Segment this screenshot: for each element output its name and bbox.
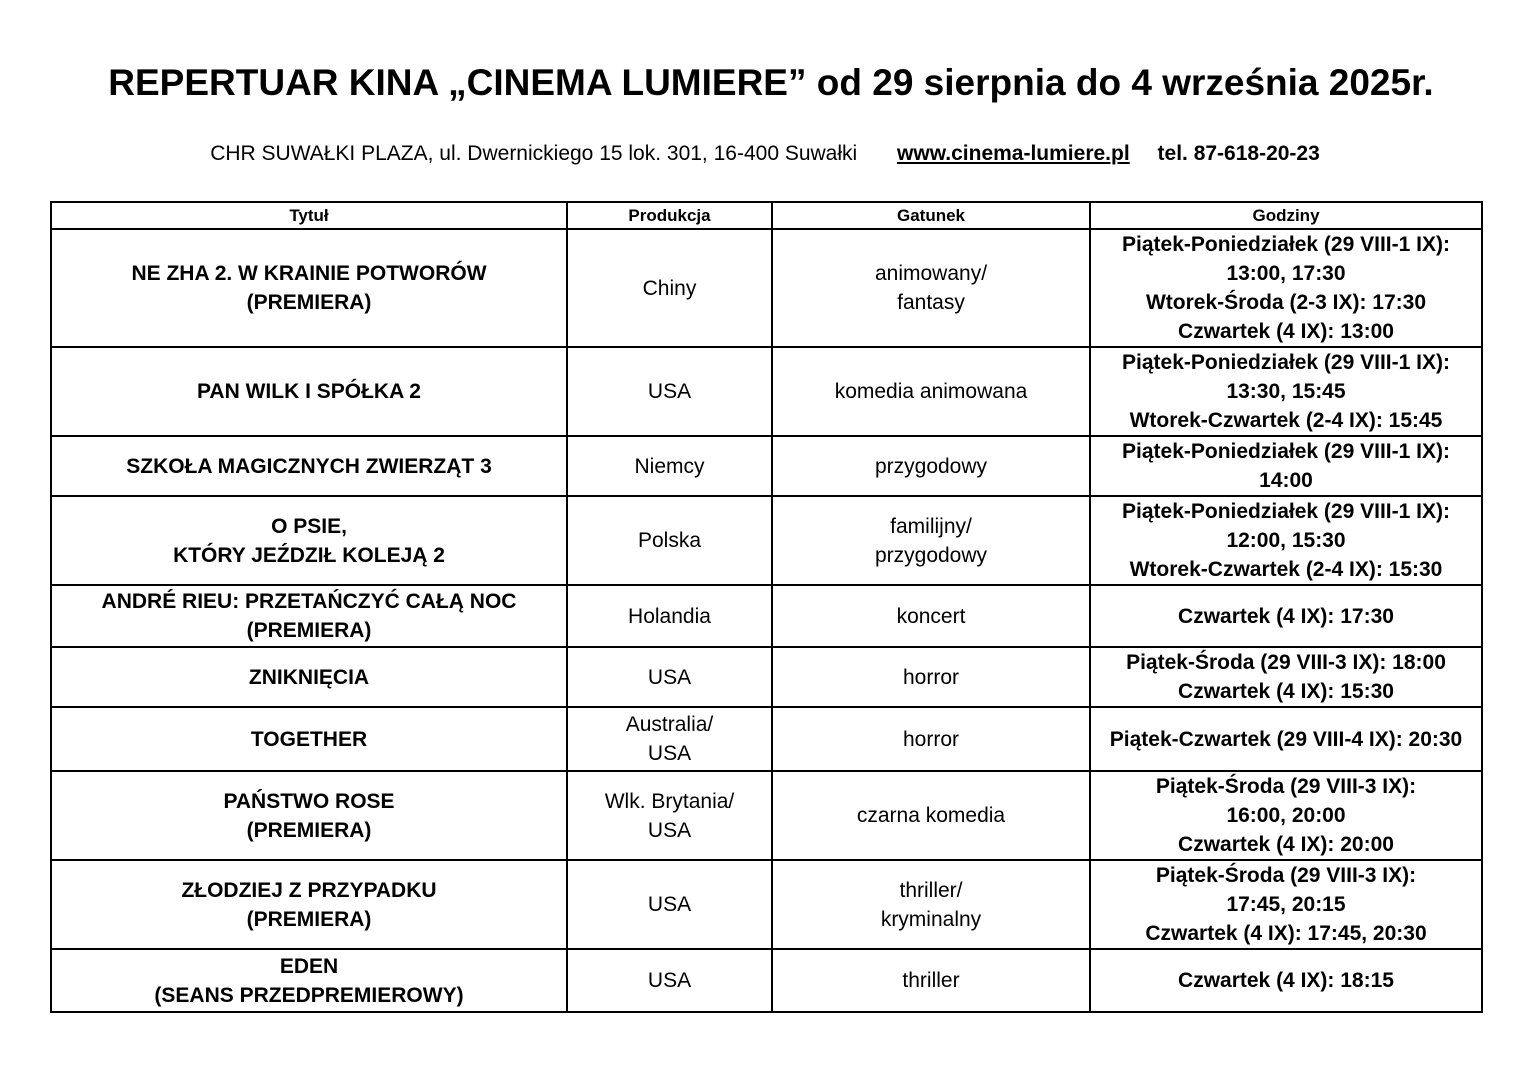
table-row	[51, 347, 1482, 436]
movie-hours: Czwartek (4 IX): 18:15	[1090, 949, 1482, 1012]
movie-genre: czarna komedia	[772, 771, 1090, 860]
movie-genre: horror	[772, 707, 1090, 771]
cinema-address: CHR SUWAŁKI PLAZA, ul. Dwernickiego 15 lok. 301, 16-400 Suwałki	[210, 142, 858, 165]
movie-title: TOGETHER	[51, 707, 567, 771]
movie-hours: Piątek-Środa (29 VIII-3 IX): 16:00, 20:00 Czwartek (4 IX): 20:00	[1090, 771, 1482, 860]
column-header-production: Produkcja	[567, 202, 772, 229]
movie-genre: koncert	[772, 585, 1090, 647]
table-header-row	[51, 202, 1482, 229]
table-row	[51, 860, 1482, 949]
movie-genre: przygodowy	[772, 436, 1090, 496]
movie-production: USA	[567, 949, 772, 1012]
table-row	[51, 707, 1482, 771]
table-row	[51, 647, 1482, 707]
movie-genre: thriller	[772, 949, 1090, 1012]
movie-hours: Piątek-Środa (29 VIII-3 IX): 18:00 Czwartek (4 IX): 15:30	[1090, 647, 1482, 707]
movie-hours: Piątek-Środa (29 VIII-3 IX): 17:45, 20:15 Czwartek (4 IX): 17:45, 20:30	[1090, 860, 1482, 949]
movie-genre: komedia animowana	[772, 347, 1090, 436]
repertoire-table	[50, 201, 1483, 1013]
movie-title: O PSIE, KTÓRY JEŹDZIŁ KOLEJĄ 2	[51, 496, 567, 585]
cinema-contact-line	[0, 142, 1530, 166]
page-title: REPERTUAR KINA „CINEMA LUMIERE” od 29 sierpnia do 4 września 2025r.	[108, 62, 1434, 103]
movie-production: USA	[567, 647, 772, 707]
movie-hours: Piątek-Poniedziałek (29 VIII-1 IX): 13:00, 17:30 Wtorek-Środa (2-3 IX): 17:30 Czwartek (4 IX): 13:00	[1090, 229, 1482, 347]
movie-title: ZNIKNIĘCIA	[51, 647, 567, 707]
movie-hours: Piątek-Poniedziałek (29 VIII-1 IX): 13:30, 15:45 Wtorek-Czwartek (2-4 IX): 15:45	[1090, 347, 1482, 436]
table-row	[51, 229, 1482, 347]
movie-production: Australia/ USA	[567, 707, 772, 771]
column-header-genre: Gatunek	[772, 202, 1090, 229]
movie-production: Wlk. Brytania/ USA	[567, 771, 772, 860]
table-row	[51, 496, 1482, 585]
movie-hours: Piątek-Poniedziałek (29 VIII-1 IX): 12:00, 15:30 Wtorek-Czwartek (2-4 IX): 15:30	[1090, 496, 1482, 585]
phone-number: tel. 87-618-20-23	[1157, 142, 1320, 165]
table-row	[51, 949, 1482, 1012]
column-header-title: Tytuł	[51, 202, 567, 229]
movie-production: Polska	[567, 496, 772, 585]
movie-title: PAN WILK I SPÓŁKA 2	[51, 347, 567, 436]
movie-production: Holandia	[567, 585, 772, 647]
movie-hours: Czwartek (4 IX): 17:30	[1090, 585, 1482, 647]
movie-genre: horror	[772, 647, 1090, 707]
movie-title: ANDRÉ RIEU: PRZETAŃCZYĆ CAŁĄ NOC (PREMIERA)	[51, 585, 567, 647]
column-header-hours: Godziny	[1090, 202, 1482, 229]
table-row	[51, 585, 1482, 647]
movie-production: USA	[567, 860, 772, 949]
movie-genre: thriller/ kryminalny	[772, 860, 1090, 949]
movie-title: PAŃSTWO ROSE (PREMIERA)	[51, 771, 567, 860]
movie-title: EDEN (SEANS PRZEDPREMIEROWY)	[51, 949, 567, 1012]
website-link[interactable]: www.cinema-lumiere.pl	[897, 142, 1130, 165]
movie-title: ZŁODZIEJ Z PRZYPADKU (PREMIERA)	[51, 860, 567, 949]
movie-production: USA	[567, 347, 772, 436]
movie-hours: Piątek-Poniedziałek (29 VIII-1 IX): 14:00	[1090, 436, 1482, 496]
table-row	[51, 771, 1482, 860]
table-row	[51, 436, 1482, 496]
movie-title: NE ZHA 2. W KRAINIE POTWORÓW (PREMIERA)	[51, 229, 567, 347]
movie-title: SZKOŁA MAGICZNYCH ZWIERZĄT 3	[51, 436, 567, 496]
movie-genre: animowany/ fantasy	[772, 229, 1090, 347]
movie-genre: familijny/ przygodowy	[772, 496, 1090, 585]
movie-production: Chiny	[567, 229, 772, 347]
movie-production: Niemcy	[567, 436, 772, 496]
movie-hours: Piątek-Czwartek (29 VIII-4 IX): 20:30	[1090, 707, 1482, 771]
